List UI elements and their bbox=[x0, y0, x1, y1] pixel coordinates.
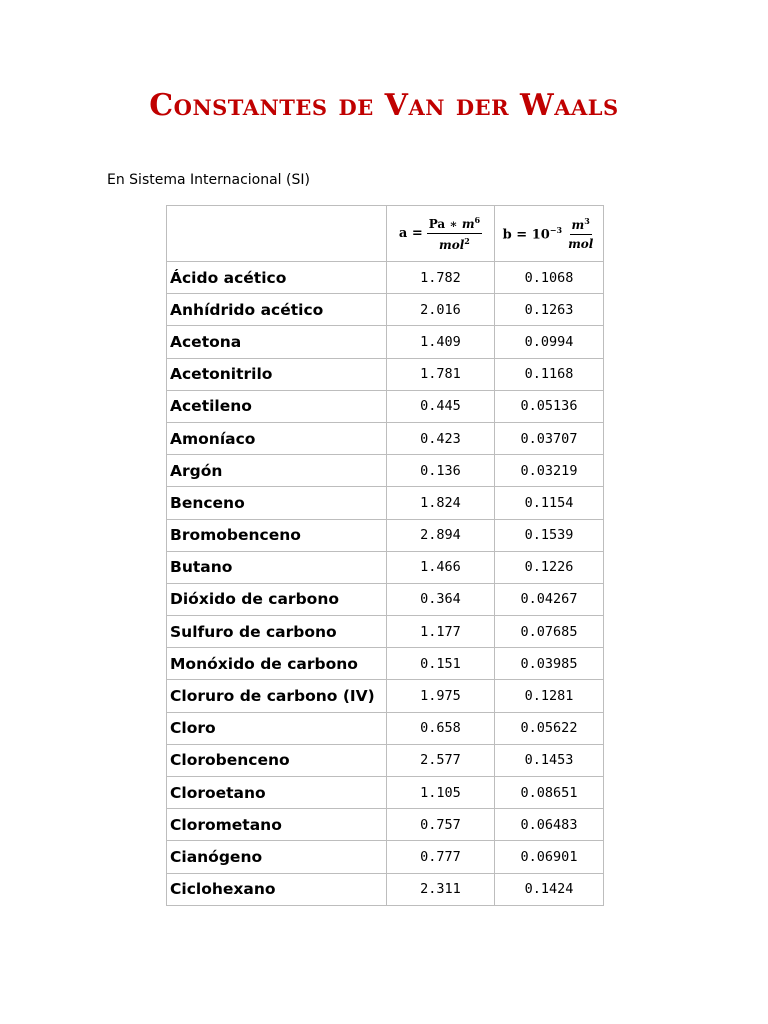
b-num-exp: 3 bbox=[584, 216, 590, 226]
a-value: 1.409 bbox=[387, 326, 495, 358]
a-value: 1.781 bbox=[387, 358, 495, 390]
b-value: 0.05622 bbox=[495, 712, 604, 744]
a-den-exp: 2 bbox=[464, 236, 470, 246]
substance-name: Anhídrido acético bbox=[167, 294, 387, 326]
table-row bbox=[167, 262, 604, 294]
b-value: 0.1281 bbox=[495, 680, 604, 712]
a-numerator bbox=[427, 215, 482, 234]
a-value: 1.105 bbox=[387, 777, 495, 809]
a-value: 0.423 bbox=[387, 422, 495, 454]
b-value: 0.03219 bbox=[495, 455, 604, 487]
b-num-var: m bbox=[571, 218, 585, 232]
substance-name: Bromobenceno bbox=[167, 519, 387, 551]
substance-name: Argón bbox=[167, 455, 387, 487]
b-value: 0.1453 bbox=[495, 744, 604, 776]
table-row bbox=[167, 455, 604, 487]
b-value: 0.1226 bbox=[495, 551, 604, 583]
b-denominator bbox=[566, 235, 595, 251]
a-den-var: mol bbox=[439, 238, 465, 252]
a-value: 1.782 bbox=[387, 262, 495, 294]
table-row bbox=[167, 873, 604, 905]
a-value: 0.151 bbox=[387, 648, 495, 680]
b-value: 0.06483 bbox=[495, 809, 604, 841]
table-row bbox=[167, 680, 604, 712]
b-value: 0.03985 bbox=[495, 648, 604, 680]
b-lhs bbox=[503, 225, 562, 242]
b-numerator bbox=[570, 216, 592, 235]
table-row bbox=[167, 326, 604, 358]
table-row bbox=[167, 648, 604, 680]
page-title: Constantes de Van der Waals bbox=[149, 88, 619, 123]
substance-name: Acetonitrilo bbox=[167, 358, 387, 390]
header-b-formula bbox=[495, 206, 604, 262]
a-value: 2.016 bbox=[387, 294, 495, 326]
substance-name: Monóxido de carbono bbox=[167, 648, 387, 680]
table-row bbox=[167, 712, 604, 744]
b-den-var: mol bbox=[568, 237, 594, 251]
substance-name: Cloruro de carbono (IV) bbox=[167, 680, 387, 712]
b-value: 0.07685 bbox=[495, 616, 604, 648]
substance-name: Amoníaco bbox=[167, 422, 387, 454]
b-lhs-exp: −3 bbox=[549, 224, 563, 235]
b-value: 0.03707 bbox=[495, 422, 604, 454]
table-row bbox=[167, 809, 604, 841]
a-value: 2.311 bbox=[387, 873, 495, 905]
header-empty-cell bbox=[167, 206, 387, 262]
a-value: 0.445 bbox=[387, 390, 495, 422]
b-value: 0.04267 bbox=[495, 583, 604, 615]
b-value: 0.05136 bbox=[495, 390, 604, 422]
substance-name: Cloro bbox=[167, 712, 387, 744]
b-lhs-text: b = 10 bbox=[502, 227, 550, 243]
a-num-pa: Pa ∗ bbox=[428, 217, 462, 231]
table-row bbox=[167, 390, 604, 422]
units-subtitle: En Sistema Internacional (SI) bbox=[107, 172, 310, 188]
a-denominator bbox=[437, 234, 472, 252]
table-row bbox=[167, 616, 604, 648]
table-row bbox=[167, 583, 604, 615]
substance-name: Sulfuro de carbono bbox=[167, 616, 387, 648]
substance-name: Ácido acético bbox=[167, 262, 387, 294]
a-num-var: m bbox=[461, 217, 475, 231]
substance-name: Clorobenceno bbox=[167, 744, 387, 776]
a-value: 1.466 bbox=[387, 551, 495, 583]
substance-name: Ciclohexano bbox=[167, 873, 387, 905]
a-value: 2.894 bbox=[387, 519, 495, 551]
table-row bbox=[167, 358, 604, 390]
b-value: 0.1068 bbox=[495, 262, 604, 294]
a-fraction bbox=[427, 215, 482, 252]
b-value: 0.06901 bbox=[495, 841, 604, 873]
a-value: 0.364 bbox=[387, 583, 495, 615]
b-value: 0.1168 bbox=[495, 358, 604, 390]
b-value: 0.1263 bbox=[495, 294, 604, 326]
substance-name: Butano bbox=[167, 551, 387, 583]
a-value: 1.177 bbox=[387, 616, 495, 648]
b-value: 0.1539 bbox=[495, 519, 604, 551]
a-value: 1.824 bbox=[387, 487, 495, 519]
substance-name: Cianógeno bbox=[167, 841, 387, 873]
van-der-waals-table bbox=[166, 205, 604, 906]
table-row bbox=[167, 841, 604, 873]
substance-name: Acetona bbox=[167, 326, 387, 358]
a-lhs: a = bbox=[398, 226, 423, 241]
a-value: 0.757 bbox=[387, 809, 495, 841]
b-value: 0.1424 bbox=[495, 873, 604, 905]
b-fraction bbox=[566, 216, 595, 251]
table-row bbox=[167, 551, 604, 583]
b-value: 0.08651 bbox=[495, 777, 604, 809]
table-body bbox=[167, 262, 604, 906]
substance-name: Clorometano bbox=[167, 809, 387, 841]
b-value: 0.0994 bbox=[495, 326, 604, 358]
a-value: 0.777 bbox=[387, 841, 495, 873]
table-header-row bbox=[167, 206, 604, 262]
header-a-formula bbox=[387, 206, 495, 262]
b-value: 0.1154 bbox=[495, 487, 604, 519]
table-row bbox=[167, 487, 604, 519]
table-row bbox=[167, 294, 604, 326]
table-row bbox=[167, 777, 604, 809]
a-value: 0.658 bbox=[387, 712, 495, 744]
table-row bbox=[167, 519, 604, 551]
a-value: 2.577 bbox=[387, 744, 495, 776]
a-value: 1.975 bbox=[387, 680, 495, 712]
a-value: 0.136 bbox=[387, 455, 495, 487]
table-row bbox=[167, 744, 604, 776]
substance-name: Benceno bbox=[167, 487, 387, 519]
substance-name: Dióxido de carbono bbox=[167, 583, 387, 615]
table-row bbox=[167, 422, 604, 454]
substance-name: Acetileno bbox=[167, 390, 387, 422]
substance-name: Cloroetano bbox=[167, 777, 387, 809]
a-num-exp: 6 bbox=[474, 215, 481, 225]
